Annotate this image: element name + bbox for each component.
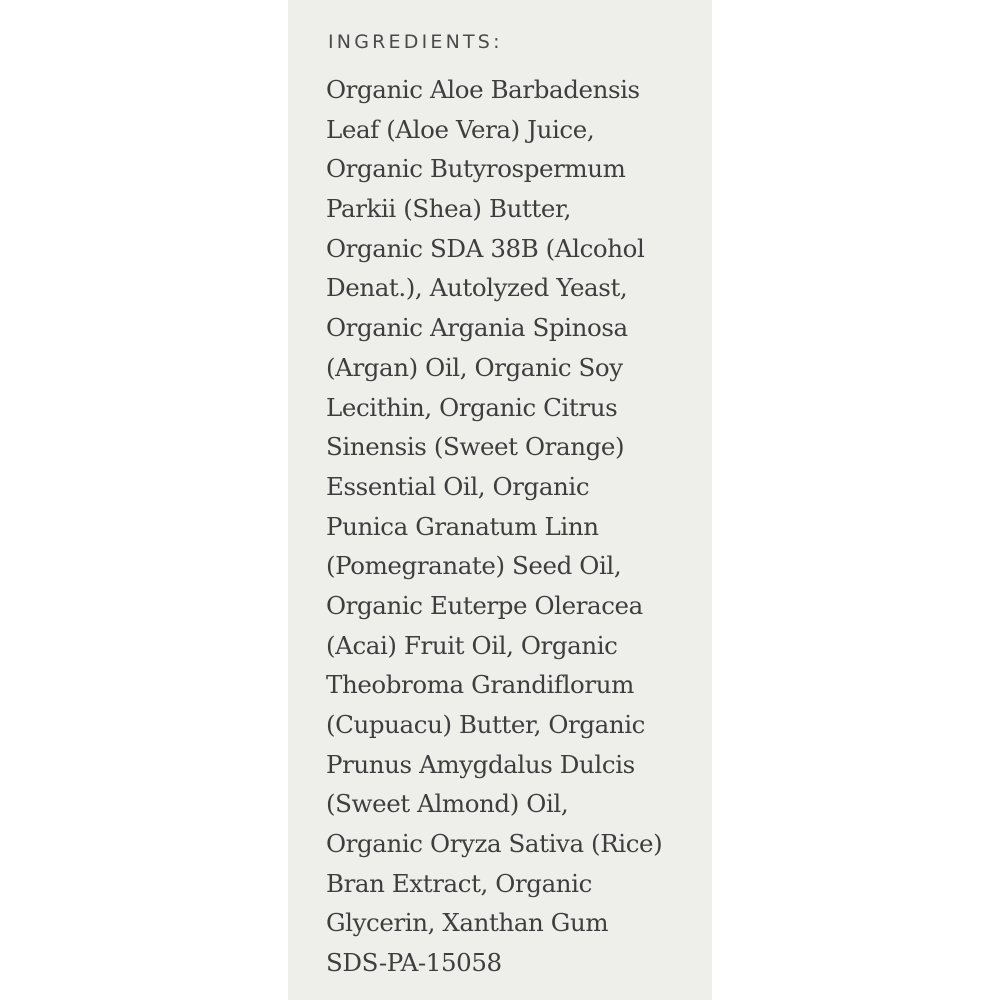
ingredient-line: Punica Granatum Linn: [326, 511, 599, 541]
ingredient-line: (Argan) Oil, Organic Soy: [326, 352, 623, 382]
ingredient-line: Prunus Amygdalus Dulcis: [326, 749, 635, 779]
ingredient-line: Glycerin, Xanthan Gum: [326, 908, 609, 938]
ingredient-line: Organic Aloe Barbadensis: [326, 75, 640, 104]
ingredient-line: Organic SDA 38B (Alcohol: [326, 233, 645, 263]
ingredient-line: Organic Argania Spinosa: [326, 313, 628, 343]
ingredient-line: Sinensis (Sweet Orange): [326, 432, 625, 462]
ingredient-line: (Pomegranate) Seed Oil,: [326, 551, 622, 581]
ingredient-line: Organic Butyrospermum: [326, 154, 626, 184]
product-code: SDS-PA-15058: [326, 948, 502, 978]
ingredients-list: [326, 70, 662, 983]
ingredient-line: (Acai) Fruit Oil, Organic: [326, 630, 618, 660]
ingredient-line: Organic Euterpe Oleracea: [326, 590, 643, 620]
ingredient-line: Organic Oryza Sativa (Rice): [326, 829, 663, 859]
ingredient-line: Lecithin, Organic Citrus: [326, 392, 618, 422]
ingredient-line: Essential Oil, Organic: [326, 471, 590, 501]
ingredient-line: Parkii (Shea) Butter,: [326, 194, 571, 224]
ingredient-line: Theobroma Grandiflorum: [326, 670, 634, 700]
ingredient-line: (Sweet Almond) Oil,: [326, 789, 569, 819]
ingredients-heading: INGREDIENTS:: [328, 31, 503, 53]
ingredient-line: (Cupuacu) Butter, Organic: [326, 710, 645, 739]
ingredient-line: Bran Extract, Organic: [326, 868, 592, 898]
ingredient-line: Denat.), Autolyzed Yeast,: [326, 273, 628, 303]
ingredients-label-panel: [288, 0, 712, 1000]
ingredient-line: Leaf (Aloe Vera) Juice,: [326, 114, 595, 144]
